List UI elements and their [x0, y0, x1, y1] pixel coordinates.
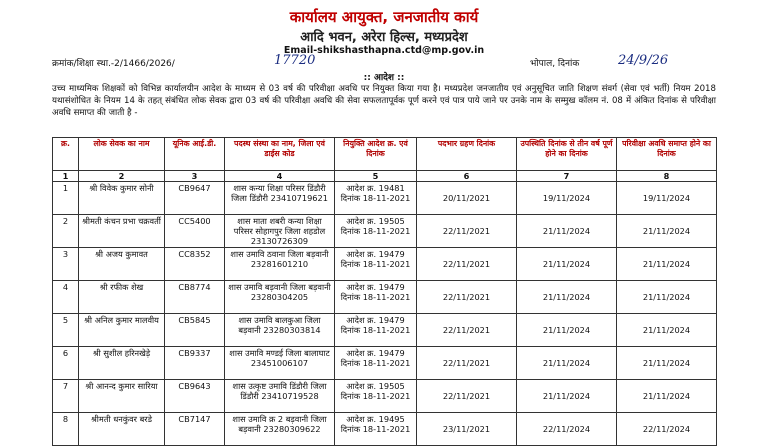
table-row [53, 182, 717, 215]
cell-name: श्रीमती धनकुंवर बरडे [79, 413, 165, 446]
office-title: कार्यालय आयुक्त, जनजातीय कार्य [289, 8, 479, 26]
cell-school: शास उत्कृष्ट उमावि डिंडौरी जिला डिंडौरी 23410719528 [225, 380, 335, 413]
cell-three-years: 21/11/2024 [517, 380, 617, 413]
cell-sno: 1 [53, 182, 79, 215]
cell-order: आदेश क्र. 19479 दिनांक 18-11-2021 [335, 347, 417, 380]
table-row [53, 347, 717, 380]
cell-order: आदेश क्र. 19479 दिनांक 18-11-2021 [335, 281, 417, 314]
handwritten-number: 17720 [274, 53, 316, 68]
cell-sno: 2 [53, 215, 79, 248]
cell-joining: 22/11/2021 [417, 314, 517, 347]
cell-school: शास उमावि बड़वानी जिला बड़वानी 23280304205 [225, 281, 335, 314]
cell-sno: 5 [53, 314, 79, 347]
cell-name: श्री आनन्द कुमार सारिया [79, 380, 165, 413]
cell-uid: CB9643 [165, 380, 225, 413]
header-three-years: उपस्थिति दिनांक से तीन वर्ष पूर्ण होने का दिनांक [517, 138, 617, 171]
col-number: 1 [53, 171, 79, 182]
cell-joining: 22/11/2021 [417, 248, 517, 281]
cell-uid: CC8352 [165, 248, 225, 281]
cell-three-years: 21/11/2024 [517, 281, 617, 314]
place-date-label: भोपाल, दिनांक [530, 59, 580, 69]
handwritten-date: 24/9/26 [618, 53, 669, 68]
cell-school: शास उमावि बालकुआ जिला बड़वानी 23280303814 [225, 314, 335, 347]
cell-name: श्री सुशील हरिनखेड़े [79, 347, 165, 380]
cell-uid: CC5400 [165, 215, 225, 248]
cell-three-years: 21/11/2024 [517, 248, 617, 281]
reference-number: क्रमांक/शिक्षा स्था.-2/1466/2026/ [52, 59, 175, 69]
cell-three-years: 21/11/2024 [517, 314, 617, 347]
cell-uid: CB8774 [165, 281, 225, 314]
office-address: आदि भवन, अरेरा हिल्स, मध्यप्रदेश [300, 30, 468, 45]
table-row [53, 314, 717, 347]
header-uid: यूनिक आई.डी. [165, 138, 225, 171]
cell-name: श्री विवेक कुमार सोनी [79, 182, 165, 215]
table-row [53, 380, 717, 413]
cell-order: आदेश क्र. 19505 दिनांक 18-11-2021 [335, 380, 417, 413]
header-sno: क्र. [53, 138, 79, 171]
order-paragraph: उच्च माध्यमिक शिक्षकों को विभिन्न कार्यालयीन आदेश के माध्यम से 03 वर्ष की परिवीक्षा अवधि पर नियुक्त किया गया है। मध्यप्रदेश जनजातीय एवं अनुसूचित जाति शिक्षण संवर्ग (सेवा एवं भर्ती) नियम 2018 यथासंशोधित के नियम 14 के तहत् संबंधित लोक सेवक द्वारा 03 वर्ष की परिवीक्षा अवधि की सेवा सफलतापूर्वक पूर्ण करने एवं पात्र पाये जाने पर उनके नाम के सम्मुख कॉलम नं. 08 में अंकित दिनांक से परिवीक्षा अवधि समाप्त की जाती है - [52, 84, 716, 118]
cell-sno: 7 [53, 380, 79, 413]
col-number: 6 [417, 171, 517, 182]
cell-sno: 8 [53, 413, 79, 446]
table-row [53, 215, 717, 248]
cell-three-years: 19/11/2024 [517, 182, 617, 215]
cell-school: शास कन्या शिक्षा परिसर डिंडौरी जिला डिंडौरी 23410719621 [225, 182, 335, 215]
cell-name: श्रीमती कंचन प्रभा चक्रवर्ती [79, 215, 165, 248]
probation-table [52, 137, 717, 446]
column-number-row [53, 171, 717, 182]
table-row [53, 281, 717, 314]
cell-school: शास उमावि मण्डई जिला बालाघाट 23451006107 [225, 347, 335, 380]
header-name: लोक सेवक का नाम [79, 138, 165, 171]
col-number: 2 [79, 171, 165, 182]
cell-probation-end: 21/11/2024 [617, 248, 717, 281]
cell-name: श्री अजय कुमावत [79, 248, 165, 281]
cell-three-years: 21/11/2024 [517, 347, 617, 380]
cell-order: आदेश क्र. 19505 दिनांक 18-11-2021 [335, 215, 417, 248]
cell-order: आदेश क्र. 19479 दिनांक 18-11-2021 [335, 314, 417, 347]
cell-probation-end: 21/11/2024 [617, 215, 717, 248]
col-number: 4 [225, 171, 335, 182]
cell-uid: CB9337 [165, 347, 225, 380]
cell-joining: 22/11/2021 [417, 347, 517, 380]
cell-order: आदेश क्र. 19481 दिनांक 18-11-2021 [335, 182, 417, 215]
cell-probation-end: 22/11/2024 [617, 413, 717, 446]
cell-school: शास उमावि क्र 2 बड़वानी जिला बड़वानी 23280309622 [225, 413, 335, 446]
cell-name: श्री अनिल कुमार मालवीय [79, 314, 165, 347]
cell-joining: 22/11/2021 [417, 215, 517, 248]
table-row [53, 248, 717, 281]
cell-joining: 22/11/2021 [417, 380, 517, 413]
header-school: पदस्थ संस्था का नाम, जिला एवं डाईस कोड [225, 138, 335, 171]
cell-sno: 6 [53, 347, 79, 380]
col-number: 3 [165, 171, 225, 182]
table-header-row [53, 138, 717, 171]
cell-sno: 4 [53, 281, 79, 314]
header-joining: पदभार ग्रहण दिनांक [417, 138, 517, 171]
cell-joining: 22/11/2021 [417, 281, 517, 314]
cell-probation-end: 19/11/2024 [617, 182, 717, 215]
cell-probation-end: 21/11/2024 [617, 281, 717, 314]
cell-order: आदेश क्र. 19479 दिनांक 18-11-2021 [335, 248, 417, 281]
table-row [53, 413, 717, 446]
reference-line [52, 53, 720, 69]
cell-joining: 23/11/2021 [417, 413, 517, 446]
cell-name: श्री रफीक शेख [79, 281, 165, 314]
cell-uid: CB5845 [165, 314, 225, 347]
cell-uid: CB9647 [165, 182, 225, 215]
cell-sno: 3 [53, 248, 79, 281]
cell-joining: 20/11/2021 [417, 182, 517, 215]
office-email: Email-shikshasthapna.ctd@mp.gov.in [283, 45, 485, 56]
order-title: :: आदेश :: [363, 73, 405, 83]
cell-probation-end: 21/11/2024 [617, 347, 717, 380]
header-probation-end: परिवीक्षा अवधि समाप्त होने का दिनांक [617, 138, 717, 171]
cell-school: शास उमावि ठवाना जिला बड़वानी 23281601210 [225, 248, 335, 281]
col-number: 7 [517, 171, 617, 182]
cell-probation-end: 21/11/2024 [617, 380, 717, 413]
cell-probation-end: 21/11/2024 [617, 314, 717, 347]
cell-three-years: 21/11/2024 [517, 215, 617, 248]
cell-school: शास माता शबरी कन्या शिक्षा परिसर सोहागपुर जिला शहडोल 23130726309 [225, 215, 335, 248]
col-number: 8 [617, 171, 717, 182]
col-number: 5 [335, 171, 417, 182]
cell-uid: CB7147 [165, 413, 225, 446]
header-order: नियुक्ति आदेश क्र. एवं दिनांक [335, 138, 417, 171]
cell-order: आदेश क्र. 19495 दिनांक 18-11-2021 [335, 413, 417, 446]
cell-three-years: 22/11/2024 [517, 413, 617, 446]
